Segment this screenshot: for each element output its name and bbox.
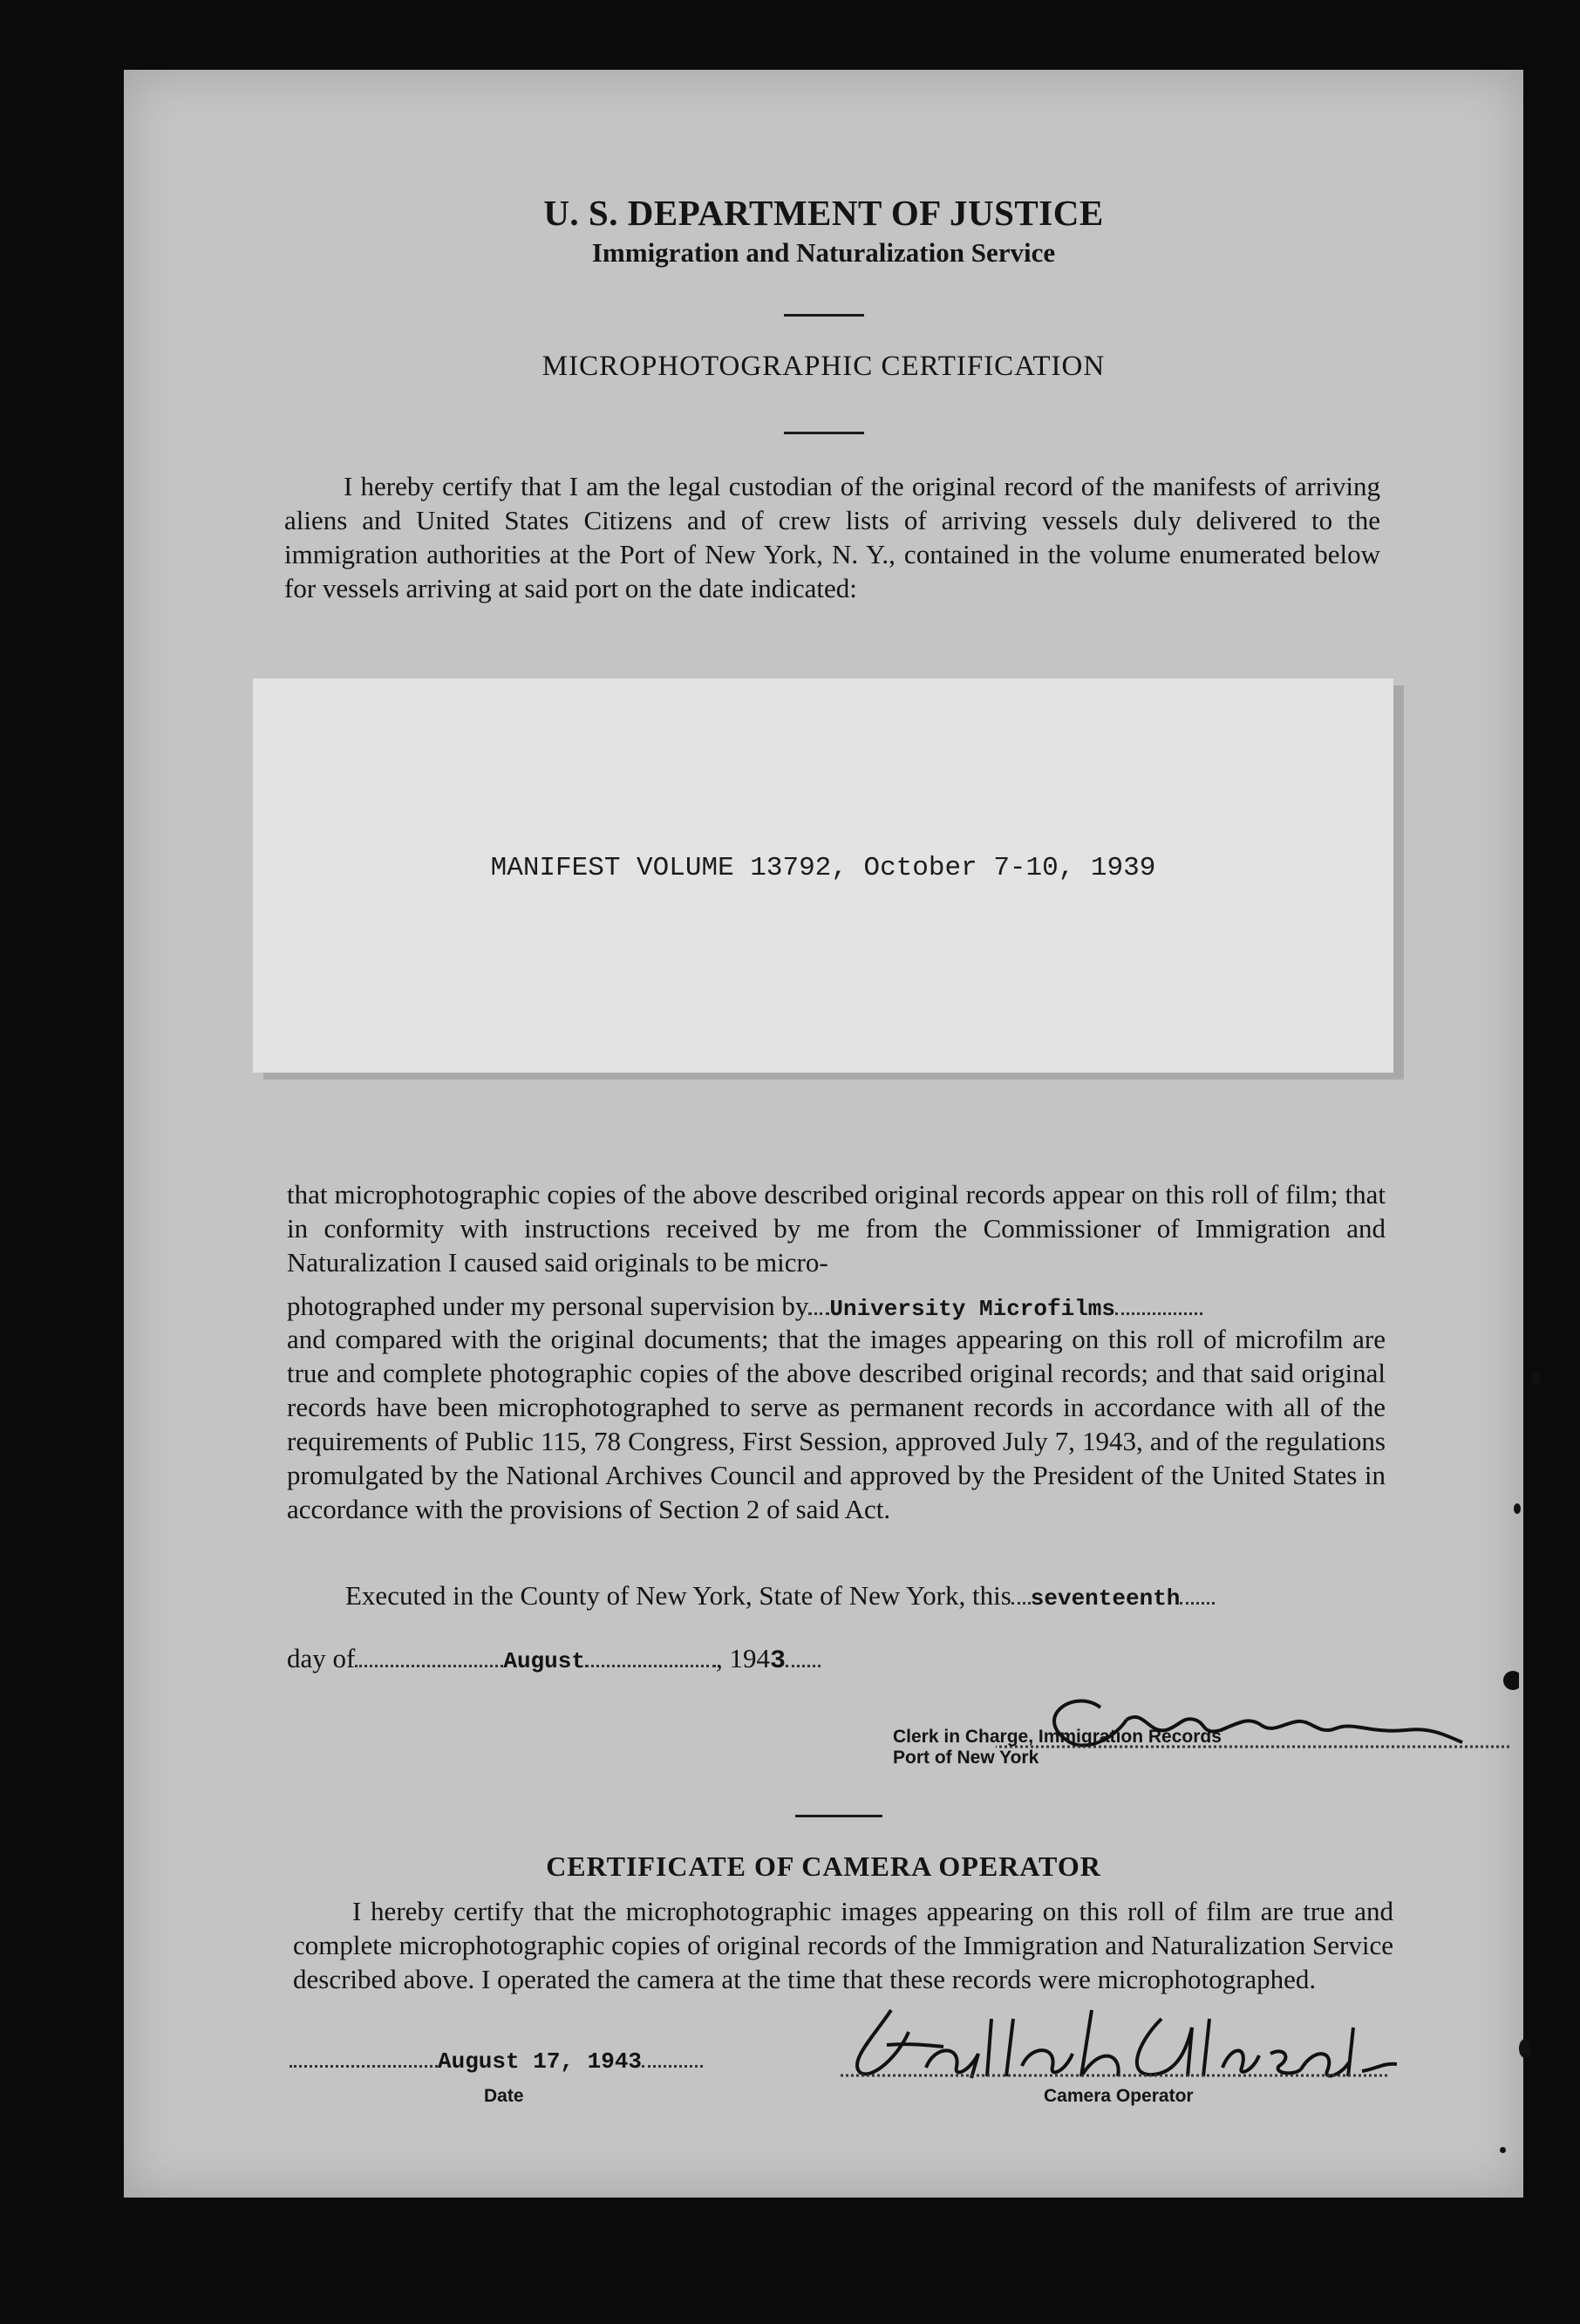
divider-rule — [784, 432, 864, 434]
year-digit: 3 — [769, 1646, 786, 1676]
service-subheading: Immigration and Naturalization Service — [591, 237, 1056, 268]
executed-prefix: Executed in the County of New York, State of New York, this — [345, 1580, 1011, 1611]
clerk-signature — [996, 1639, 1519, 1788]
divider-rule — [795, 1815, 882, 1817]
filmer-name: University Microfilms — [829, 1296, 1116, 1322]
film-speck — [1500, 2147, 1506, 2153]
day-word: seventeenth — [1030, 1585, 1181, 1612]
camera-operator-label: Camera Operator — [1044, 2086, 1194, 2106]
supervision-prefix: photographed under my personal supervision by — [287, 1291, 809, 1321]
manifest-volume-text: MANIFEST VOLUME 13792, October 7-10, 1939 — [490, 853, 1156, 883]
intro-paragraph: I hereby certify that I am the legal custodian of the original record of the manifests of arriving aliens and United States Citizens and of crew lists of arriving vessels duly delivered to the immigration authorities at the Port of New York, N. Y., contained in the volume enumerated below for vessels arriving at said port on the date indicated: — [284, 471, 1380, 603]
manifest-slip — [253, 678, 1393, 1073]
certification-title: MICROPHOTOGRAPHIC CERTIFICATION — [541, 351, 1106, 382]
camera-certificate-title: CERTIFICATE OF CAMERA OPERATOR — [546, 1850, 1101, 1882]
executed-line — [345, 1578, 1392, 1616]
clerk-title-line2: Port of New York — [893, 1748, 1039, 1768]
film-speck — [1514, 1503, 1521, 1514]
film-speck — [1532, 1371, 1541, 1385]
divider-rule — [784, 314, 864, 317]
certificate-paper — [124, 70, 1523, 2198]
department-heading: U. S. DEPARTMENT OF JUSTICE — [543, 193, 1104, 233]
day-of-label: day of — [287, 1643, 356, 1673]
body-paragraph-1: that microphotographic copies of the above described original records appear on this roll of film; that in conformity with instructions received by me from the Commissioner of Immigration and Naturalization I caused said originals to be micro- — [287, 1179, 1386, 1278]
body-paragraph-2: and compared with the original documents; that the images appearing on this roll of microfilm are true and complete photographic copies of the above described original records; and that said original records have been microphotographed to serve as permanent records in accordance with all of the requirements of Public 115, 78 Congress, First Session, approved July 7, 1943, and of the regulations promulgated by the National Archives Council and approved by the President of the United States in accordance with the provisions of Section 2 of said Act. — [287, 1324, 1386, 1524]
month-value: August — [503, 1648, 585, 1674]
clerk-title-line1: Clerk in Charge, Immigration Records — [893, 1727, 1222, 1747]
camera-date-label: Date — [484, 2086, 524, 2106]
day-of-line — [287, 1641, 1072, 1679]
film-speck — [1519, 2039, 1531, 2058]
camera-date-line — [289, 2045, 703, 2075]
supervision-line — [287, 1289, 1386, 1326]
camera-paragraph: I hereby certify that the microphotographic images appearing on this roll of film are true and complete microphotographic copies of original records of the Immigration and Naturalization Service described above. I operated the camera at the time that these records were microphotographed. — [293, 1896, 1393, 1994]
year-prefix: , 194 — [715, 1643, 770, 1673]
camera-date-value: August 17, 1943 — [438, 2048, 643, 2075]
